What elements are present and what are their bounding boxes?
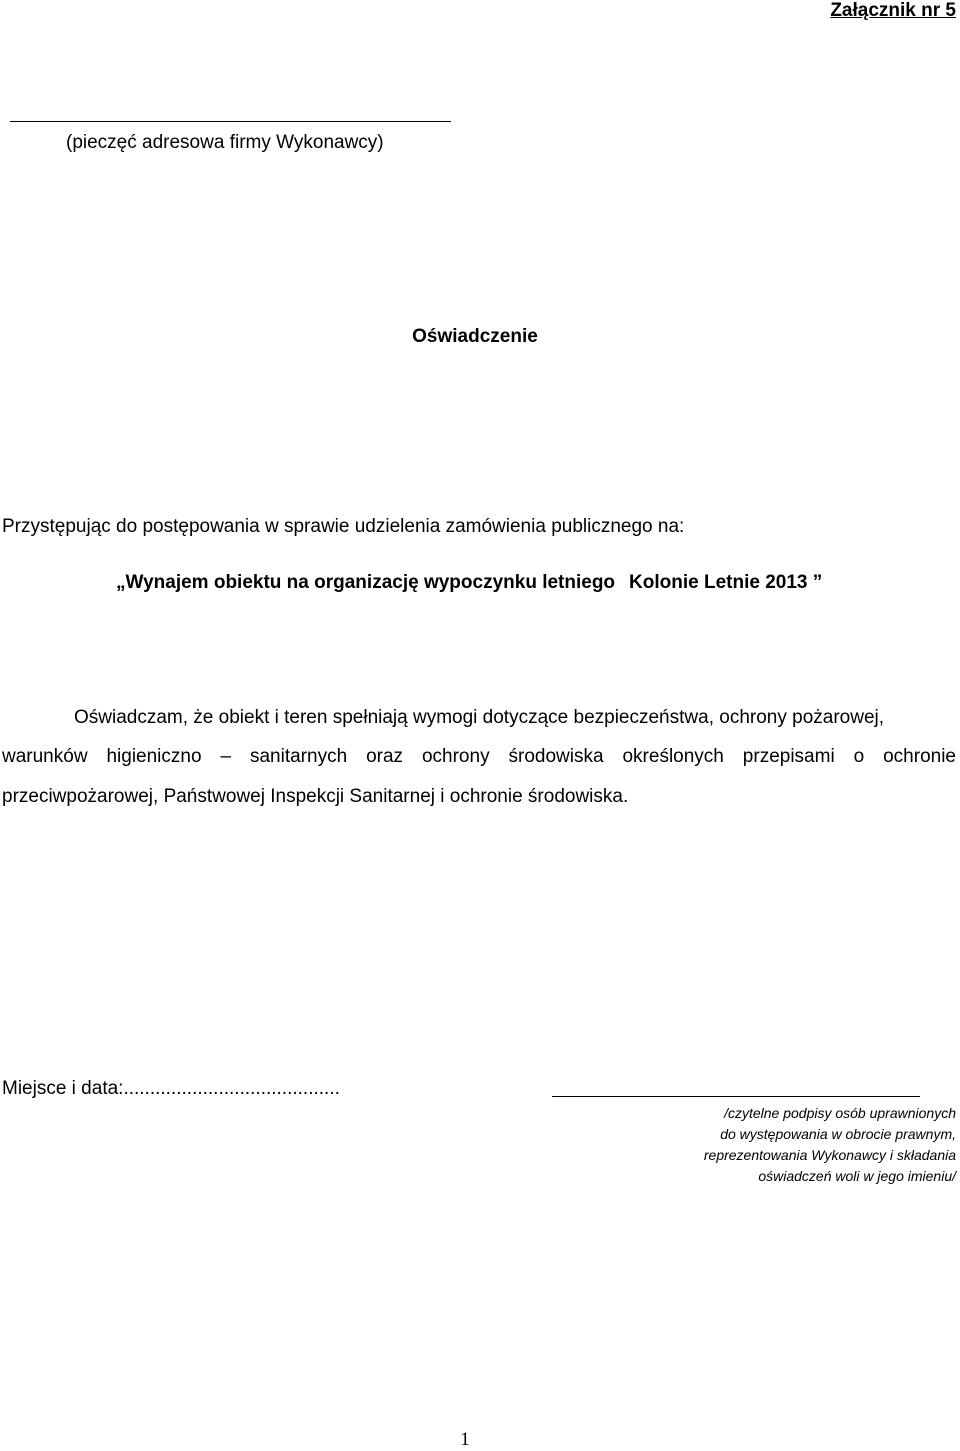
signature-note-line: oświadczeń woli w jego imieniu/ — [758, 1168, 956, 1184]
document-title: Oświadczenie — [412, 326, 538, 347]
subject-text — [116, 572, 822, 594]
subject-part-1: „Wynajem obiektu na organizację wypoczynku letniego — [116, 572, 616, 593]
declaration-line-1: Oświadczam, że obiekt i teren spełniają wymogi dotyczące bezpieczeństwa, ochrony pożarowej, — [74, 707, 885, 728]
signature-note — [656, 1103, 956, 1187]
place-date-field: Miejsce i data:......................................... — [2, 1078, 340, 1099]
declaration-line-3: przeciwpożarowej, Państwowej Inspekcji Sanitarnej i ochronie środowiska. — [2, 786, 629, 807]
signature-line — [552, 1096, 920, 1097]
intro-text: Przystępując do postępowania w sprawie udzielenia zamówienia publicznego na: — [2, 516, 685, 537]
stamp-line — [10, 121, 451, 122]
subject-part-2: Kolonie Letnie 2013 ” — [629, 572, 823, 593]
annex-label: Załącznik nr 5 — [830, 0, 956, 21]
signature-note-line: reprezentowania Wykonawcy i składania — [703, 1147, 956, 1163]
stamp-caption: (pieczęć adresowa firmy Wykonawcy) — [66, 132, 384, 153]
declaration-line-2: warunków higieniczno – sanitarnych oraz ochrony środowiska określonych przepisami o ochronie — [2, 746, 956, 767]
signature-note-line: do występowania w obrocie prawnym, — [720, 1126, 956, 1142]
signature-note-line: /czytelne podpisy osób uprawnionych — [724, 1105, 956, 1121]
page-number: 1 — [460, 1429, 470, 1450]
